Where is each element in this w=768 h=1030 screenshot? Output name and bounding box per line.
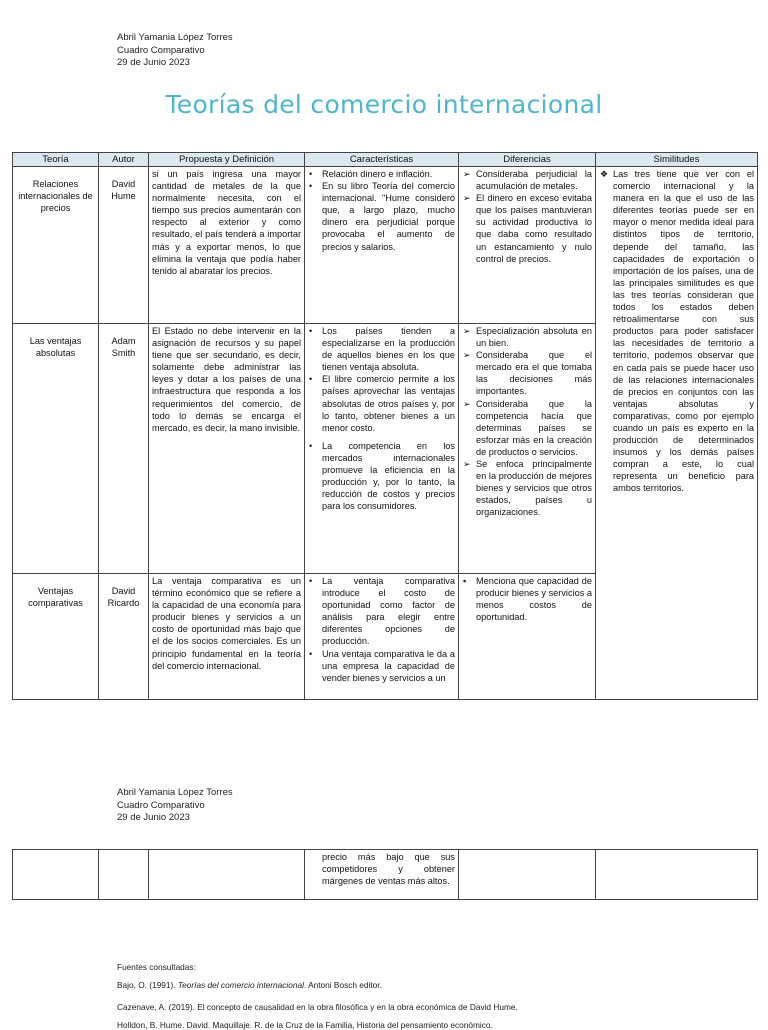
- cell-teoria: [13, 574, 99, 700]
- comparison-table: [12, 152, 758, 700]
- header-similitudes: Similitudes: [596, 153, 758, 167]
- cell-propuesta: [149, 850, 305, 900]
- cell-caracteristicas: [305, 167, 459, 324]
- source-item: Holldon, B. Hume. David. Maquillaje. R. de la Cruz de la Familia, Historia del pensamiento económico.: [117, 1020, 493, 1030]
- arrow-bullet-icon: ➢: [463, 350, 471, 361]
- document-header: [117, 32, 233, 70]
- teoria-text: Ventajas comparativas: [28, 586, 83, 609]
- list-item: • Una ventaja comparativa le da a una empresa la capacidad de vender bienes y servicios a un: [309, 648, 455, 683]
- dot-bullet-icon: •: [309, 181, 313, 192]
- continuation-table: [12, 849, 758, 900]
- list-item: ❖ Las tres tiene que ver con el comercio internacional y la manera en la que el uso de las diferentes teorías puede ser en mayor o menor medida ideal para distintos tipos de territorio, depende del tamaño, las capacidades de exportación o importación de los países, una de las principales similitudes es que las tres teorías consideran que todos los estados deben retroalimentarse con sus productos para poder satisfacer las necesidades de territorio a territorio, podemos observar que en cada país se puede hacer uso de las relaciones internacionales de precios en conjuntos con las ventajas absolutas y comparativas, como por ejemplo cuando un país es experto en la producción de determinados insumos y los demás países compran a este, lo cual representa un beneficio para ambos territorios.: [600, 169, 754, 494]
- dot-bullet-icon: •: [309, 326, 313, 336]
- arrow-bullet-icon: ➢: [463, 326, 471, 336]
- list-item: • En su libro Teoría del comercio internacional. "Hume consideró que, a largo plazo, mucho dinero era perjudicial porque provocaba el aumento de precios y salarios.: [309, 181, 455, 252]
- page-title: Teorías del comercio internacional: [165, 90, 603, 119]
- cell-propuesta: si un país ingresa una mayor cantidad de metales de la que normalmente necesita, con el tiempo sus precios aumentarán con respecto al exterior y como resultado, el país tenderá a importar más y a exportar menos, lo que elimina la ventaja que podía haber tenido al abaratar los precios.: [149, 167, 305, 324]
- cell-autor: [99, 850, 149, 900]
- list-item: ➢ Consideraba que el mercado era el que tomaba las decisiones más importantes.: [463, 350, 592, 397]
- list-item: ➢ Especialización absoluta en un bien.: [463, 326, 592, 349]
- arrow-bullet-icon: ➢: [463, 398, 471, 409]
- arrow-bullet-icon: ➢: [463, 169, 471, 179]
- document-header-page2: [117, 787, 233, 825]
- cell-propuesta: El Estado no debe intervenir en la asignación de recursos y su papel tiene que ser secundario, es decir, solamente debe administrar las leyes y dotar a los países de una infraestructura que responda a los requerimientos del comercio, de todo lo demás se encarga el mercado, es decir, la mano invisible.: [149, 324, 305, 574]
- header-caracteristicas: Características: [305, 153, 459, 167]
- list-item: • El libre comercio permite a los países aprovechar las ventajas absolutas de otros países y, por lo tanto, obtener bienes a un menor costo.: [309, 374, 455, 433]
- continuation-text: precio más bajo que sus competidores y obtener márgenes de ventas más altos.: [322, 852, 455, 887]
- list-item: • La competencia en los mercados internacionales promueve la eficiencia en la producción y, por lo tanto, la reducción de costos y precios para los consumidores.: [309, 440, 455, 512]
- list-item: ➢ Consideraba perjudicial la acumulación de metales.: [463, 169, 592, 192]
- cell-teoria: [13, 850, 99, 900]
- document-date: 29 de Junio 2023: [117, 57, 190, 68]
- cell-similitudes: [596, 167, 758, 700]
- header-diferencias: Diferencias: [459, 153, 596, 167]
- table-row: [13, 850, 758, 900]
- cell-autor: [99, 324, 149, 574]
- cell-caracteristicas: [305, 324, 459, 574]
- header-propuesta: Propuesta y Definición: [149, 153, 305, 167]
- cell-diferencias: [459, 850, 596, 900]
- cell-diferencias: [459, 167, 596, 324]
- diamond-bullet-icon: ❖: [600, 169, 609, 179]
- document-type: Cuadro Comparativo: [117, 799, 205, 811]
- dot-bullet-icon: •: [309, 374, 313, 385]
- source-item: Bajo, O. (1991). Teorías del comercio internacional. Antoni Bosch editor.: [117, 980, 382, 990]
- table-header-row: [13, 153, 758, 167]
- autor-text: David Hume: [111, 179, 136, 202]
- cell-clip: [308, 575, 455, 697]
- arrow-bullet-icon: ➢: [463, 459, 471, 470]
- dot-bullet-icon: •: [309, 648, 313, 659]
- arrow-bullet-icon: ➢: [463, 193, 471, 204]
- autor-text: Adam Smith: [111, 336, 136, 359]
- table-row: [13, 167, 758, 324]
- header-autor: Autor: [99, 153, 149, 167]
- autor-text: David Ricardo: [107, 586, 140, 609]
- sources-heading: Fuentes consultadas:: [117, 962, 196, 972]
- cell-autor: [99, 167, 149, 324]
- cell-similitudes: [596, 850, 758, 900]
- cell-diferencias: [459, 574, 596, 700]
- cell-teoria: [13, 167, 99, 324]
- dot-bullet-icon: •: [309, 169, 313, 179]
- cell-propuesta: La ventaja comparativa es un término económico que se refiere a la capacidad de una economía para producir bienes y servicios a un costo de oportunidad más bajo que el de los socios comerciales. Es un principio fundamental en la teoría del comercio internacional.: [149, 574, 305, 700]
- header-teoria: Teoría: [13, 153, 99, 167]
- cell-diferencias: [459, 324, 596, 574]
- author-name: Abril Yamania López Torres: [117, 787, 233, 798]
- dot-bullet-icon: •: [309, 576, 313, 586]
- list-item: ▪ Menciona que capacidad de producir bienes y servicios a menos costos de oportunidad.: [463, 576, 592, 623]
- list-item: • Relación dinero e inflación.: [309, 169, 433, 179]
- teoria-text: Las ventajas absolutas: [29, 336, 82, 359]
- dot-bullet-icon: •: [309, 440, 313, 451]
- document-date: 29 de Junio 2023: [117, 812, 190, 823]
- square-bullet-icon: ▪: [463, 576, 467, 586]
- list-item: ➢ Se enfoca principalmente en la producción de mejores bienes y servicios que otros estados, países u organizaciones.: [463, 459, 592, 518]
- cell-caracteristicas: [305, 574, 459, 700]
- list-item: ➢ El dinero en exceso evitaba que los países mantuvieran su actividad productiva lo que daba como resultado un estancamiento y nulo control de precios.: [463, 193, 592, 264]
- document-type: Cuadro Comparativo: [117, 44, 205, 56]
- source-item: Cazenave, A. (2019). El concepto de causalidad en la obra filosófica y en la obra económica de David Hume.: [117, 1002, 518, 1012]
- cell-caracteristicas: [305, 850, 459, 900]
- author-name: Abril Yamania López Torres: [117, 32, 233, 43]
- list-item: • Los países tienden a especializarse en la producción de aquellos bienes en los que tienen ventaja absoluta.: [309, 326, 455, 373]
- cell-teoria: [13, 324, 99, 574]
- list-item: ➢ Consideraba que la competencia hacía que determinas países se esforzar más en la creación de productos o servicios.: [463, 398, 592, 457]
- list-item: • La ventaja comparativa introduce el costo de oportunidad como factor de análisis para elegir entre diferentes opciones de producción.: [309, 576, 455, 647]
- teoria-text: Relaciones internacionales de precios: [18, 179, 93, 214]
- cell-autor: [99, 574, 149, 700]
